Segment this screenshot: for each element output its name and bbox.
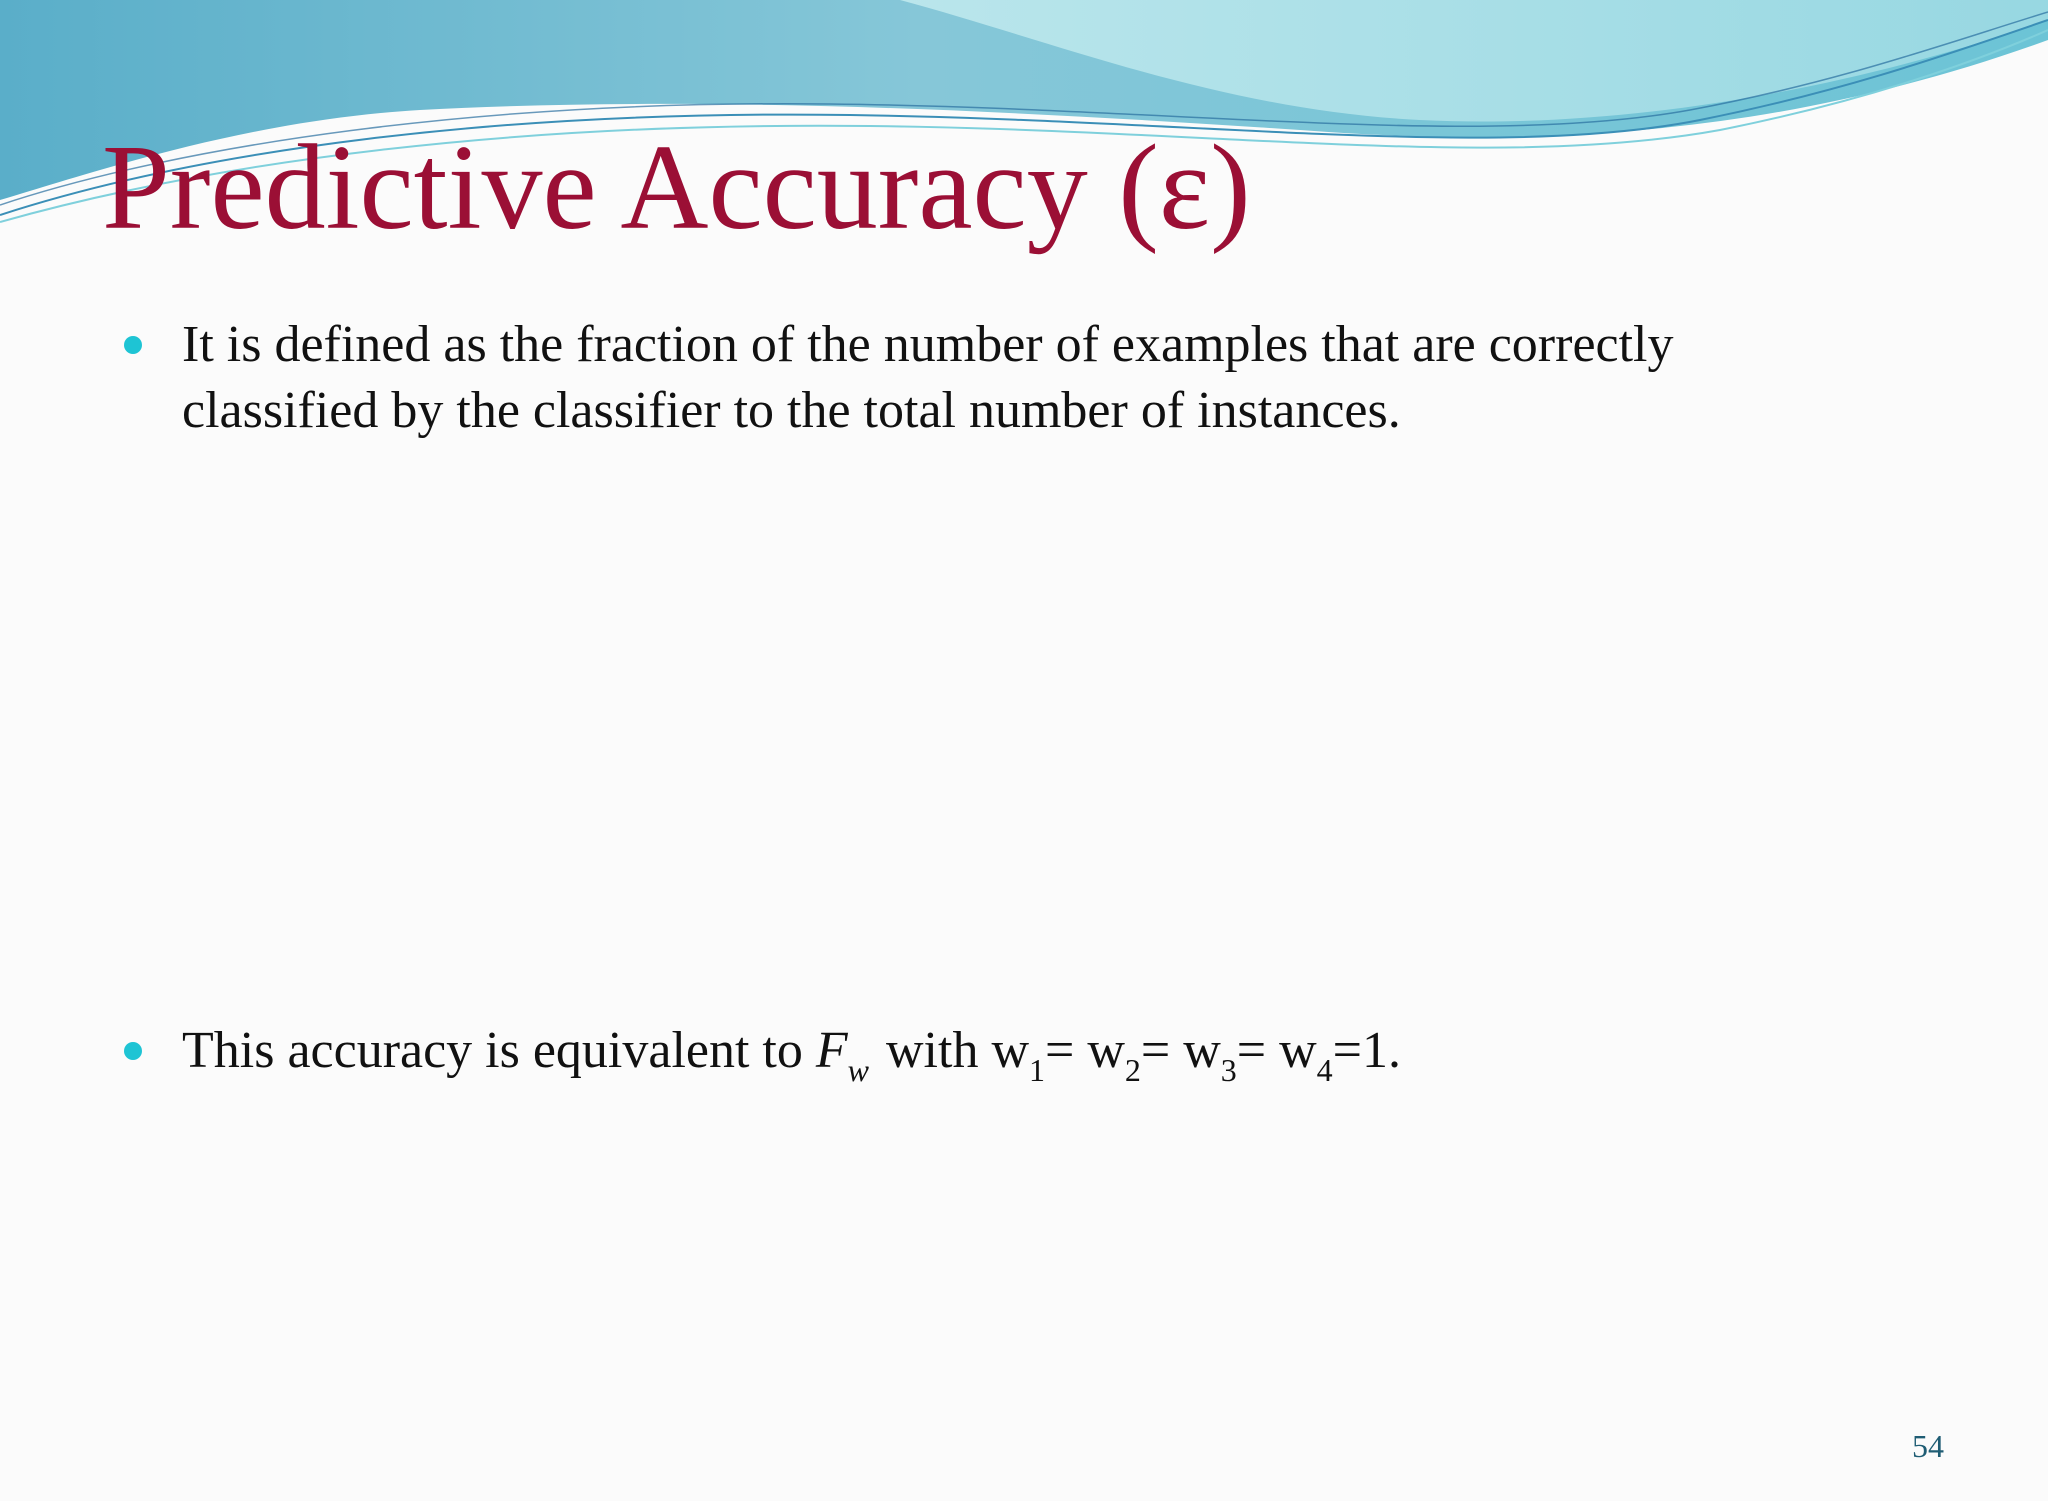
eq-f-symbol: F (815, 1022, 848, 1079)
eq-with-text: with w (873, 1022, 1029, 1079)
eq-equals-3: = w (1236, 1022, 1317, 1079)
eq-w1-subscript: 1 (1029, 1052, 1045, 1088)
slide-title: Predictive Accuracy (ε) (102, 120, 1251, 255)
eq-equals-1: = w (1045, 1022, 1125, 1079)
eq-w2-subscript: 2 (1124, 1052, 1141, 1088)
page-number: 54 (1912, 1428, 1944, 1464)
bullet-definition (124, 312, 1882, 444)
eq-prefix: This accuracy is equivalent to (182, 1022, 816, 1079)
bullet-definition-text: It is defined as the fraction of the number of examples that are correctly classified by the classifier to the total number of instances. (182, 316, 1674, 439)
eq-w4-subscript: 4 (1316, 1052, 1333, 1088)
eq-f-subscript: w (847, 1052, 869, 1088)
bullet-dot-icon (124, 336, 142, 354)
eq-tail: =1. (1332, 1022, 1401, 1079)
eq-w3-subscript: 3 (1220, 1052, 1237, 1088)
bullet-equivalence (124, 1018, 1882, 1089)
bullet-dot-icon (124, 1042, 142, 1060)
equivalence-equation (182, 1018, 1882, 1089)
eq-equals-2: = w (1140, 1022, 1221, 1079)
